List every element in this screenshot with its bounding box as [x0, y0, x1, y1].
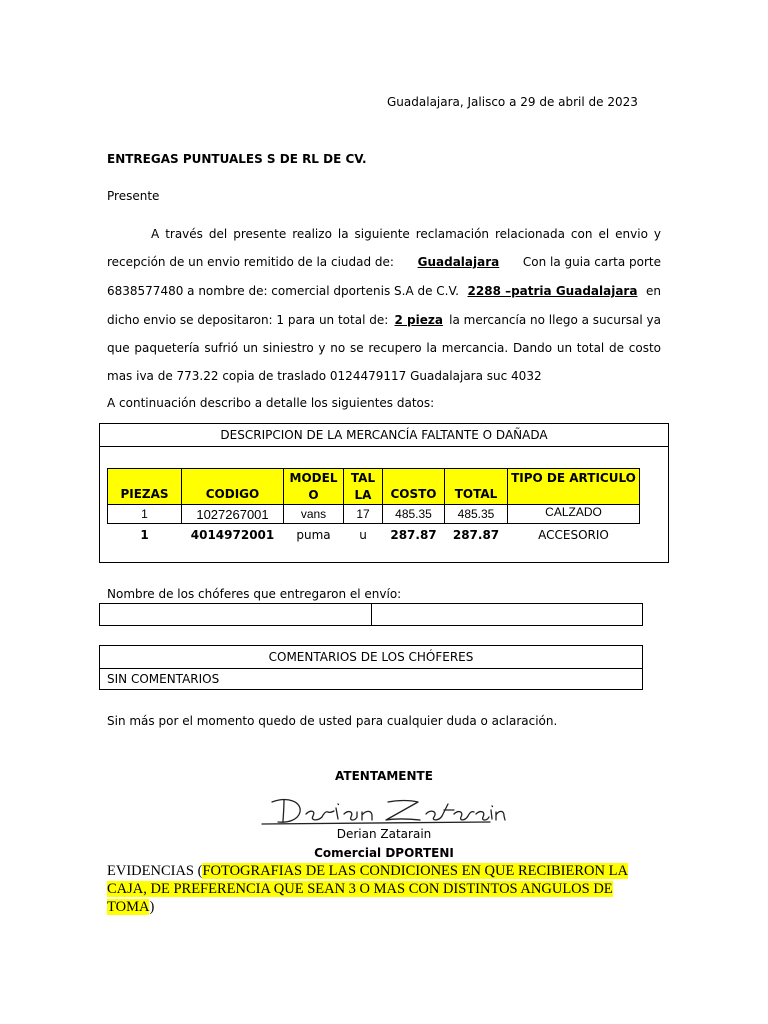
body-text: dicho envio se depositaron: 1 para un total de: — [107, 313, 389, 327]
header-modelo-line2: O — [308, 487, 319, 502]
evidence-text-1: FOTOGRAFIAS DE LAS CONDICIONES EN QUE RECIBIERON LA — [202, 863, 628, 879]
body-text: A través del presente realizo la siguiente reclamación relacionada con el envio y — [151, 227, 661, 241]
body-line-3 — [107, 284, 661, 298]
header-modelo — [283, 468, 344, 505]
evidence-line-3 — [107, 898, 667, 916]
comments-value: SIN COMENTARIOS — [107, 672, 220, 686]
merchandise-table — [99, 423, 669, 563]
row1-costo: 485.35 — [382, 504, 445, 524]
body-line-2 — [107, 255, 661, 269]
comments-table — [99, 645, 643, 690]
body-text: que paquetería sufrió un siniestro y no se recupero la mercancia. Dando un total de costo — [107, 341, 661, 355]
signature-image — [258, 790, 508, 830]
drivers-table — [99, 603, 643, 626]
body-text: la mercancía no llego a sucursal ya — [449, 313, 661, 327]
table-title: DESCRIPCION DE LA MERCANCÍA FALTANTE O DAÑADA — [100, 424, 668, 447]
body-text: 6838577480 a nombre de: comercial dportenis S.A de C.V. — [107, 284, 459, 298]
signer-name: Derian Zatarain — [336, 827, 432, 841]
comments-title: COMENTARIOS DE LOS CHÓFERES — [100, 646, 642, 669]
body-text: recepción de un envio remitido de la ciudad de: — [107, 255, 394, 269]
closing-text: Sin más por el momento quedo de usted para cualquier duda o aclaración. — [107, 714, 558, 728]
drivers-label: Nombre de los chóferes que entregaron el envío: — [107, 587, 402, 601]
evidence-prefix: EVIDENCIAS ( — [107, 863, 203, 879]
body-line-6: mas iva de 773.22 copia de traslado 0124479117 Guadalajara suc 4032 — [107, 369, 542, 383]
body-text: Con la guia carta porte — [522, 255, 661, 269]
evidence-line-2 — [107, 880, 667, 898]
header-talla — [343, 468, 383, 505]
header-tipo: TIPO DE ARTICULO — [507, 468, 640, 505]
row2-codigo: 4014972001 — [190, 527, 275, 542]
header-modelo-line1: MODEL — [289, 470, 338, 485]
recipient: ENTREGAS PUNTUALES S DE RL DE CV. — [107, 152, 367, 166]
row1-total: 485.35 — [444, 504, 508, 524]
row2-tipo: ACCESORIO — [538, 527, 609, 542]
row2-piezas: 1 — [140, 527, 149, 542]
row2-costo: 287.87 — [390, 527, 437, 542]
body-line-5 — [107, 341, 661, 355]
sign-off: ATENTAMENTE — [335, 769, 433, 783]
evidence-text-2: CAJA, DE PREFERENCIA QUE SEAN 3 O MAS CON DISTINTOS ANGULOS DE — [107, 881, 613, 897]
piece-count: 2 pieza — [394, 313, 443, 327]
row2-total: 287.87 — [452, 527, 500, 542]
date-line: Guadalajara, Jalisco a 29 de abril de 2023 — [387, 95, 638, 109]
header-codigo: CODIGO — [181, 468, 284, 505]
row1-talla: 17 — [343, 504, 383, 524]
driver-name-2[interactable] — [372, 604, 642, 625]
row2-modelo: puma — [296, 527, 331, 542]
body-line-1 — [151, 227, 661, 241]
salutation: Presente — [107, 189, 160, 203]
header-costo: COSTO — [382, 468, 445, 505]
driver-name-1[interactable] — [100, 604, 371, 625]
row1-piezas: 1 — [107, 504, 182, 524]
body-text: en — [645, 284, 661, 298]
branch-name: 2288 –patria Guadalajara — [467, 284, 638, 298]
evidence-text-3: TOMA — [107, 899, 150, 915]
evidence-suffix: ) — [149, 899, 155, 915]
evidence-line-1 — [107, 862, 667, 880]
row1-codigo: 1027267001 — [181, 504, 284, 524]
header-talla-line2: LA — [354, 487, 372, 502]
body-line-4 — [107, 313, 661, 327]
header-piezas: PIEZAS — [107, 468, 182, 505]
header-total: TOTAL — [444, 468, 508, 505]
row1-modelo: vans — [283, 504, 344, 524]
row1-tipo: CALZADO — [507, 504, 640, 524]
signer-company: Comercial DPORTENI — [314, 846, 454, 860]
origin-city: Guadalajara — [417, 255, 500, 269]
row2-talla: u — [359, 527, 367, 542]
evidence-note — [107, 862, 667, 916]
header-talla-line1: TAL — [350, 470, 376, 485]
body-line-7: A continuación describo a detalle los siguientes datos: — [107, 396, 435, 410]
